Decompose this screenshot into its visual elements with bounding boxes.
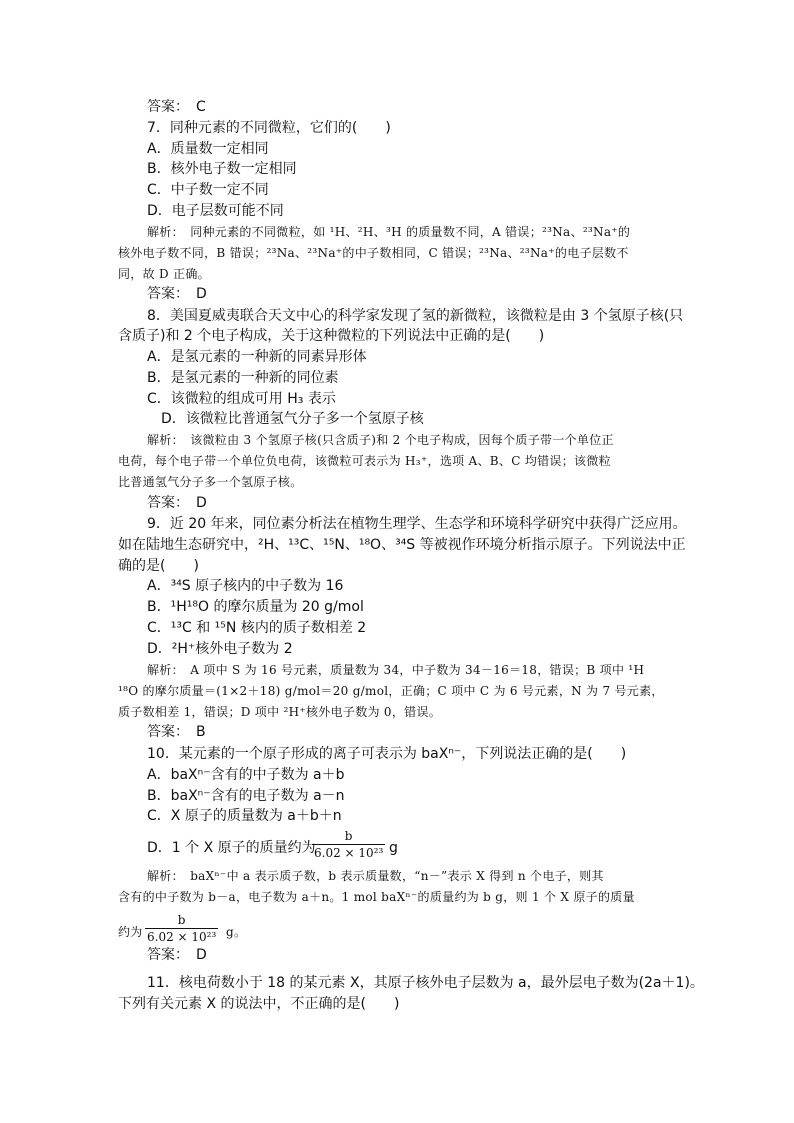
explanation-line: 约为 [118, 925, 143, 939]
answer-line: 答案： C [147, 99, 206, 115]
explanation-line: 核外电子数不同，B 错误；²³Na、²³Na⁺的中子数相同，C 错误；²³Na、²³Na⁺的电子层数不 [118, 246, 629, 260]
explanation-line: 同，故 D 正确。 [118, 267, 210, 281]
explanation-line: 含有的中子数为 b－a，电子数为 a＋n。1 mol baXⁿ⁻的质量约为 b g，则 1 个 X 原子的质量 [118, 890, 635, 904]
explanation-line: 电荷，每个电子带一个单位负电荷，该微粒可表示为 H₃⁺，选项 A、B、C 均错误；该微粒 [118, 454, 611, 468]
explanation-line: 解析： baXⁿ⁻中 a 表示质子数，b 表示质量数，“n－”表示 X 得到 n 个电子，则其 [147, 869, 604, 883]
option-a: A．³⁴S 原子核内的中子数为 16 [147, 578, 344, 594]
question-9-cont: 确的是( ) [118, 558, 199, 574]
fraction-denominator: 6.02 × 10²³ [314, 846, 384, 860]
fraction-denominator: 6.02 × 10²³ [147, 930, 217, 944]
fraction-numerator: b [177, 913, 186, 927]
question-10: 10．某元素的一个原子形成的离子可表示为 baXⁿ⁻，下列说法正确的是( ) [147, 746, 627, 762]
option-d-unit: g [389, 840, 398, 856]
explanation-line: 解析： 该微粒由 3 个氢原子核(只含质子)和 2 个电子构成，因每个质子带一个单位正 [147, 433, 614, 447]
explanation-line: 解析： A 项中 S 为 16 号元素，质量数为 34，中子数为 34－16＝18，错误；B 项中 ¹H [147, 663, 645, 677]
option-d: D．1 个 X 原子的质量约为 [147, 840, 316, 856]
explanation-line: ¹⁸O 的摩尔质量＝(1×2＋18) g/mol＝20 g/mol，正确；C 项中 C 为 6 号元素，N 为 7 号元素， [118, 684, 664, 698]
option-c: C．X 原子的质量数为 a＋b＋n [147, 808, 342, 824]
answer-line: 答案： D [147, 495, 207, 511]
option-c: C．¹³C 和 ¹⁵N 核内的质子数相差 2 [147, 620, 367, 636]
option-d: D．该微粒比普通氢气分子多一个氢原子核 [161, 411, 424, 427]
option-b: B．核外电子数一定相同 [147, 161, 297, 177]
option-a: A．是氢元素的一种新的同素异形体 [147, 349, 367, 365]
question-7: 7．同种元素的不同微粒，它们的( ) [147, 120, 391, 136]
option-b: B．是氢元素的一种新的同位素 [147, 370, 339, 386]
question-9: 9．近 20 年来，同位素分析法在植物生理学、生态学和环境科学研究中获得广泛应用。 [147, 516, 687, 532]
option-d: D．²H⁺核外电子数为 2 [147, 641, 293, 657]
question-9-cont: 如在陆地生态研究中，²H、¹³C、¹⁵N、¹⁸O、³⁴S 等被视作环境分析指示原子。下列说法中正 [118, 537, 686, 553]
question-8-cont: 含质子)和 2 个电子构成，关于这种微粒的下列说法中正确的是( ) [118, 328, 545, 344]
question-11: 11．核电荷数小于 18 的某元素 X，其原子核外电子层数为 a，最外层电子数为(2a＋1)。 [147, 975, 704, 991]
explanation-line: 解析： 同种元素的不同微粒，如 ¹H、²H、³H 的质量数不同，A 错误；²³Na、²³Na⁺的 [147, 225, 631, 239]
fraction [145, 912, 218, 945]
option-b: B．¹H¹⁸O 的摩尔质量为 20 g/mol [147, 599, 364, 615]
answer-line: 答案： D [147, 286, 207, 302]
fraction-numerator: b [344, 829, 353, 843]
option-a: A．baXⁿ⁻含有的中子数为 a＋b [147, 767, 345, 783]
answer-line: 答案： D [147, 947, 207, 963]
explanation-line: 比普通氢气分子多一个氢原子核。 [118, 475, 303, 489]
fraction [312, 828, 385, 861]
option-a: A．质量数一定相同 [147, 141, 269, 157]
option-c: C．该微粒的组成可用 H₃ 表示 [147, 391, 336, 407]
answer-line: 答案： B [147, 724, 206, 740]
explanation-line-unit: g。 [226, 925, 247, 939]
question-8: 8．美国夏威夷联合天文中心的科学家发现了氢的新微粒，该微粒是由 3 个氢原子核(只 [147, 308, 684, 324]
explanation-line: 质子数相差 1，错误；D 项中 ²H⁺核外电子数为 0，错误。 [118, 705, 442, 719]
option-c: C．中子数一定不同 [147, 182, 269, 198]
option-d: D．电子层数可能不同 [147, 203, 284, 219]
option-b: B．baXⁿ⁻含有的电子数为 a－n [147, 788, 345, 804]
question-11-cont: 下列有关元素 X 的说法中，不正确的是( ) [118, 996, 400, 1012]
